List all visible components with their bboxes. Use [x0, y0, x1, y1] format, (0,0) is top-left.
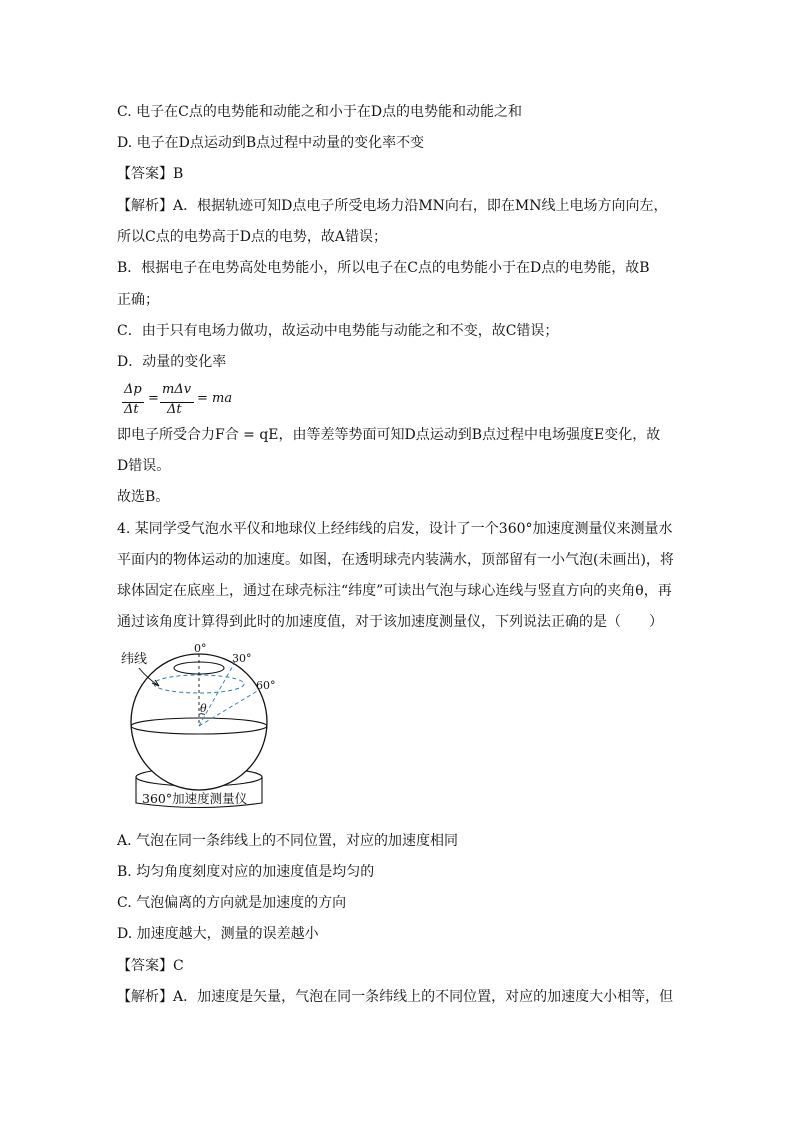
- label-weixian: 纬线: [121, 652, 148, 667]
- q4-option-d: D. 加速度越大，测量的误差越小: [117, 926, 319, 942]
- analysis-2-a: [117, 987, 673, 1007]
- question-4-line1: 4. 某同学受气泡水平仪和地球仪上经纬线的启发，设计了一个360°加速度测量仪来测量水: [117, 521, 673, 537]
- analysis-text: A．加速度是矢量，气泡在同一条纬线上的不同位置，对应的加速度大小相等，但: [173, 989, 674, 1005]
- analysis-1-d2: 即电子所受合力F合 = qE，由等差等势面可知D点运动到B点过程中电场强度E变化，故: [117, 427, 661, 443]
- label-30-degree: 30°: [232, 652, 252, 665]
- answer-value: C: [173, 958, 184, 974]
- option-d: D. 电子在D点运动到B点过程中动量的变化率不变: [117, 135, 425, 151]
- analysis-tag: 【解析】: [117, 198, 173, 214]
- answer-value: B: [173, 166, 184, 182]
- formula-num2: mΔv: [162, 382, 192, 397]
- theta-label: θ: [200, 702, 207, 715]
- q4-option-a: A. 气泡在同一条纬线上的不同位置，对应的加速度相同: [117, 833, 459, 849]
- analysis-tag: 【解析】: [117, 989, 173, 1005]
- formula-den1: Δt: [124, 402, 139, 417]
- label-0-degree: 0°: [194, 642, 207, 655]
- analysis-1-a2: 所以C点的电势高于D点的电势，故A错误；: [117, 229, 388, 245]
- acceleration-meter-figure: [117, 640, 287, 815]
- formula-eq1: =: [148, 391, 159, 406]
- answer-tag: 【答案】: [117, 958, 173, 974]
- q4-option-c: C. 气泡偏离的方向就是加速度的方向: [117, 895, 347, 911]
- analysis-1-d1: D．动量的变化率: [117, 354, 227, 370]
- analysis-text: A．根据轨迹可知D点电子所受电场力沿MN向右，即在MN线上电场方向向左，: [173, 198, 668, 214]
- formula-den2: Δt: [167, 402, 182, 417]
- formula-eq2: = ma: [197, 391, 233, 406]
- analysis-1-c: C．由于只有电场力做功，故运动中电势能与动能之和不变，故C错误；: [117, 323, 559, 339]
- analysis-1-b2: 正确；: [117, 292, 159, 308]
- label-60-degree: 60°: [256, 679, 276, 692]
- q4-option-b: B. 均匀角度刻度对应的加速度值是均匀的: [117, 864, 375, 880]
- formula-num1: Δp: [124, 382, 142, 397]
- analysis-1-conclusion: 故选B。: [117, 489, 170, 505]
- question-4-line4: 通过该角度计算得到此时的加速度值，对于该加速度测量仪，下列说法正确的是（ ）: [117, 614, 663, 630]
- option-c: C. 电子在C点的电势能和动能之和小于在D点的电势能和动能之和: [117, 104, 523, 120]
- answer-1: [117, 164, 183, 184]
- answer-tag: 【答案】: [117, 166, 173, 182]
- base-label: 360°加速度测量仪: [142, 791, 248, 806]
- question-4-line3: 球体固定在底座上，通过在球壳标注“纬度”可读出气泡与球心连线与竖直方向的夹角θ，再: [117, 583, 672, 599]
- analysis-1-b1: B．根据电子在电势高处电势能小，所以电子在C点的电势能小于在D点的电势能，故B: [117, 260, 650, 276]
- question-4-line2: 平面内的物体运动的加速度。如图，在透明球壳内装满水，顶部留有一小气泡(未画出)，将: [117, 552, 674, 568]
- answer-2: [117, 956, 184, 976]
- analysis-1-a1: [117, 196, 668, 216]
- analysis-1-d3: D错误。: [117, 458, 171, 474]
